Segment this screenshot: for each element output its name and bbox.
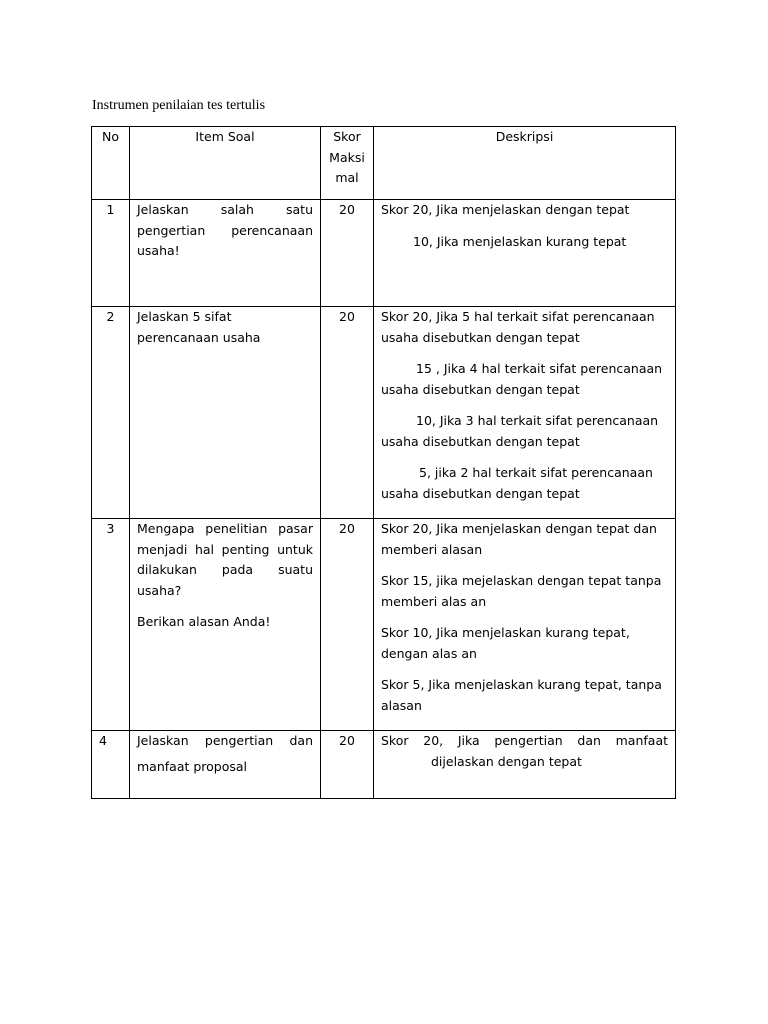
skor-maksimal: 20 bbox=[321, 307, 374, 519]
deskripsi bbox=[374, 307, 676, 519]
header-item-soal: Item Soal bbox=[130, 127, 321, 200]
desc-line: 5, jika 2 hal terkait sifat perencanaan bbox=[419, 465, 653, 480]
table-header-row bbox=[92, 127, 676, 200]
deskripsi bbox=[374, 200, 676, 307]
desc-line: Skor 5, Jika menjelaskan kurang tepat, tanpa alasan bbox=[381, 677, 662, 713]
desc-line: Skor 20, Jika menjelaskan dengan tepat dan memberi alasan bbox=[381, 521, 657, 557]
header-no: No bbox=[92, 127, 130, 200]
row-number: 1 bbox=[92, 200, 130, 307]
header-skor-maksimal bbox=[321, 127, 374, 200]
item-line: manfaat proposal bbox=[137, 758, 248, 774]
item-instruction: Berikan alasan Anda! bbox=[137, 614, 271, 629]
desc-line: usaha disebutkan dengan tepat bbox=[381, 485, 580, 501]
desc-line: Skor 20, Jika 5 hal terkait sifat perencanaan usaha disebutkan dengan tepat bbox=[381, 309, 655, 345]
desc-line: usaha disebutkan dengan tepat bbox=[381, 433, 580, 449]
row-number: 2 bbox=[92, 307, 130, 519]
item-question: Mengapa penelitian pasar menjadi hal penting untuk dilakukan pada suatu usaha? bbox=[137, 521, 313, 598]
deskripsi bbox=[374, 519, 676, 731]
desc-line: 15 , Jika 4 hal terkait sifat perencanaan bbox=[416, 361, 663, 376]
desc-line: Skor 20, Jika pengertian dan manfaat bbox=[381, 733, 668, 748]
table-row bbox=[92, 200, 676, 307]
desc-line: usaha disebutkan dengan tepat bbox=[381, 381, 580, 397]
item-line: Jelaskan pengertian dan bbox=[137, 733, 313, 748]
item-soal: Jelaskan 5 sifat perencanaan usaha bbox=[130, 307, 321, 519]
table-row bbox=[92, 307, 676, 519]
desc-line: 10, Jika menjelaskan kurang tepat bbox=[413, 233, 627, 249]
desc-line: Skor 10, Jika menjelaskan kurang tepat, dengan alas an bbox=[381, 625, 630, 661]
assessment-table bbox=[91, 126, 676, 799]
document-title: Instrumen penilaian tes tertulis bbox=[92, 98, 266, 113]
row-number: 4 bbox=[92, 731, 130, 799]
deskripsi bbox=[374, 731, 676, 799]
skor-maksimal: 20 bbox=[321, 731, 374, 799]
item-soal bbox=[130, 519, 321, 731]
desc-line: Skor 20, Jika menjelaskan dengan tepat bbox=[381, 202, 630, 217]
header-skor-line3: mal bbox=[335, 170, 359, 185]
header-skor-line2: Maksi bbox=[329, 149, 365, 165]
desc-line: dijelaskan dengan tepat bbox=[431, 753, 582, 769]
table-row bbox=[92, 519, 676, 731]
desc-line: Skor 15, jika mejelaskan dengan tepat tanpa memberi alas an bbox=[381, 573, 662, 609]
skor-maksimal: 20 bbox=[321, 200, 374, 307]
header-deskripsi: Deskripsi bbox=[374, 127, 676, 200]
header-skor-line1: Skor bbox=[333, 129, 361, 144]
item-soal bbox=[130, 731, 321, 799]
row-number: 3 bbox=[92, 519, 130, 731]
skor-maksimal: 20 bbox=[321, 519, 374, 731]
table-row bbox=[92, 731, 676, 799]
item-soal: Jelaskan salah satu pengertian perencanaan usaha! bbox=[130, 200, 321, 307]
desc-line: 10, Jika 3 hal terkait sifat perencanaan bbox=[416, 413, 659, 428]
